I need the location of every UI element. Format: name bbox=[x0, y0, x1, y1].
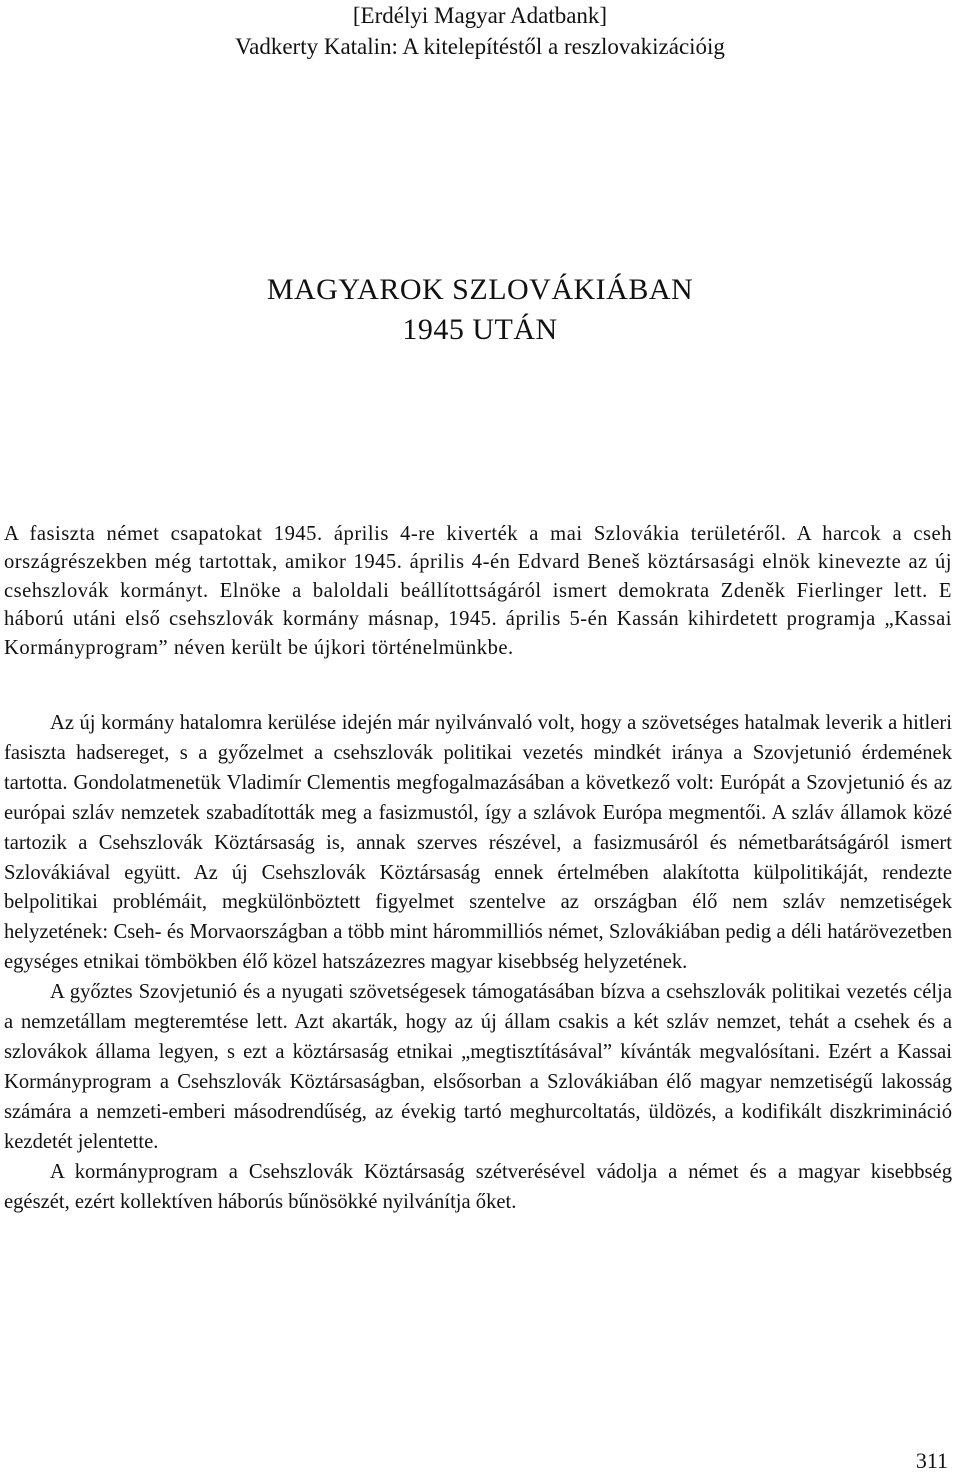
body-text bbox=[4, 709, 952, 1217]
body-paragraph-1: Az új kormány hatalomra kerülése idején már nyilvánvaló volt, hogy a szövetséges hatalmak leverik a hitleri fasiszta hadsereget, s a győzelmet a csehszlovák politikai vezetés mindkét iránya a Szovjetunió érdemének tartotta. Gondolatmenetük Vladimír Clementis megfogalmazásában a következő volt: Európát a Szovjetunió és az európai szláv nemzetek szabadították meg a fasizmustól, így a szlávok Európa megmentői. A szláv államok közé tartozik a Csehszlovák Köztársaság is, annak szerves részével, a fasizmusáról és németbarátságáról ismert Szlovákiával együtt. Az új Csehszlovák Köztársaság ennek értelmében alakította külpolitikáját, rendezte belpolitikai problémáit, megkülönböztett figyelmet szentelve az országban élő nem szláv nemzetiségek helyzetének: Cseh- és Morvaországban a több mint hárommilliós német, Szlovákiában pedig a déli határövezetben egységes etnikai tömbökben élő közel hatszázezres magyar kisebbség helyzetének. bbox=[4, 712, 952, 974]
body-paragraph-3: A kormányprogram a Csehszlovák Köztársaság szétverésével vádolja a német és a magyar kisebbség egészét, ezért kollektíven háborús bűnösökké nyilvánítja őket. bbox=[4, 1160, 952, 1213]
author-title-line: Vadkerty Katalin: A kitelepítéstől a reszlovakizációig bbox=[235, 34, 725, 59]
title-line-1: MAGYAROK SZLOVÁKIÁBAN bbox=[266, 273, 694, 306]
body-paragraph-2: A győztes Szovjetunió és a nyugati szövetségesek támogatásában bízva a csehszlovák politikai vezetés célja a nemzetállam megteremtése lett. Azt akarták, hogy az új állam csakis a két szláv nemzet, tehát a csehek és a szlovákok államа legyen, s ezt a köztársaság etnikai „megtisztításával” kívánták megvalósítani. Ezért a Kassai Kormányprogram a Csehszlovák Köztársaságban, elsősorban a Szlovákiában élő magyar nemzetiségű lakosság számára a nemzeti-emberi másodrendűség, az évekig tartó meghurcoltatás, üldözés, a kodifikált diszkrimináció kezdetét jelentette. bbox=[4, 981, 952, 1153]
page-header bbox=[0, 0, 960, 62]
page-number: 311 bbox=[915, 1448, 948, 1473]
page-title bbox=[0, 270, 960, 350]
intro-paragraph: A fasiszta német csapatokat 1945. április 4-re kiverték a mai Szlovákia területéről. A harcok a cseh országrészekben még tartottak, amikor 1945. április 4-én Edvard Beneš köztársasági elnök kinevezte az új csehszlovák kormányt. Elnöke a baloldali beállítottságáról ismert demokrata Zdeněk Fierlinger lett. E háború utáni első csehszlovák kormány másnap, 1945. április 5-én Kassán kihirdetett programja „Kassai Kormányprogram” néven került be újkori történelmünkbe. bbox=[4, 523, 952, 659]
source-line: [Erdélyi Magyar Adatbank] bbox=[352, 3, 608, 28]
title-line-2: 1945 UTÁN bbox=[402, 313, 558, 346]
